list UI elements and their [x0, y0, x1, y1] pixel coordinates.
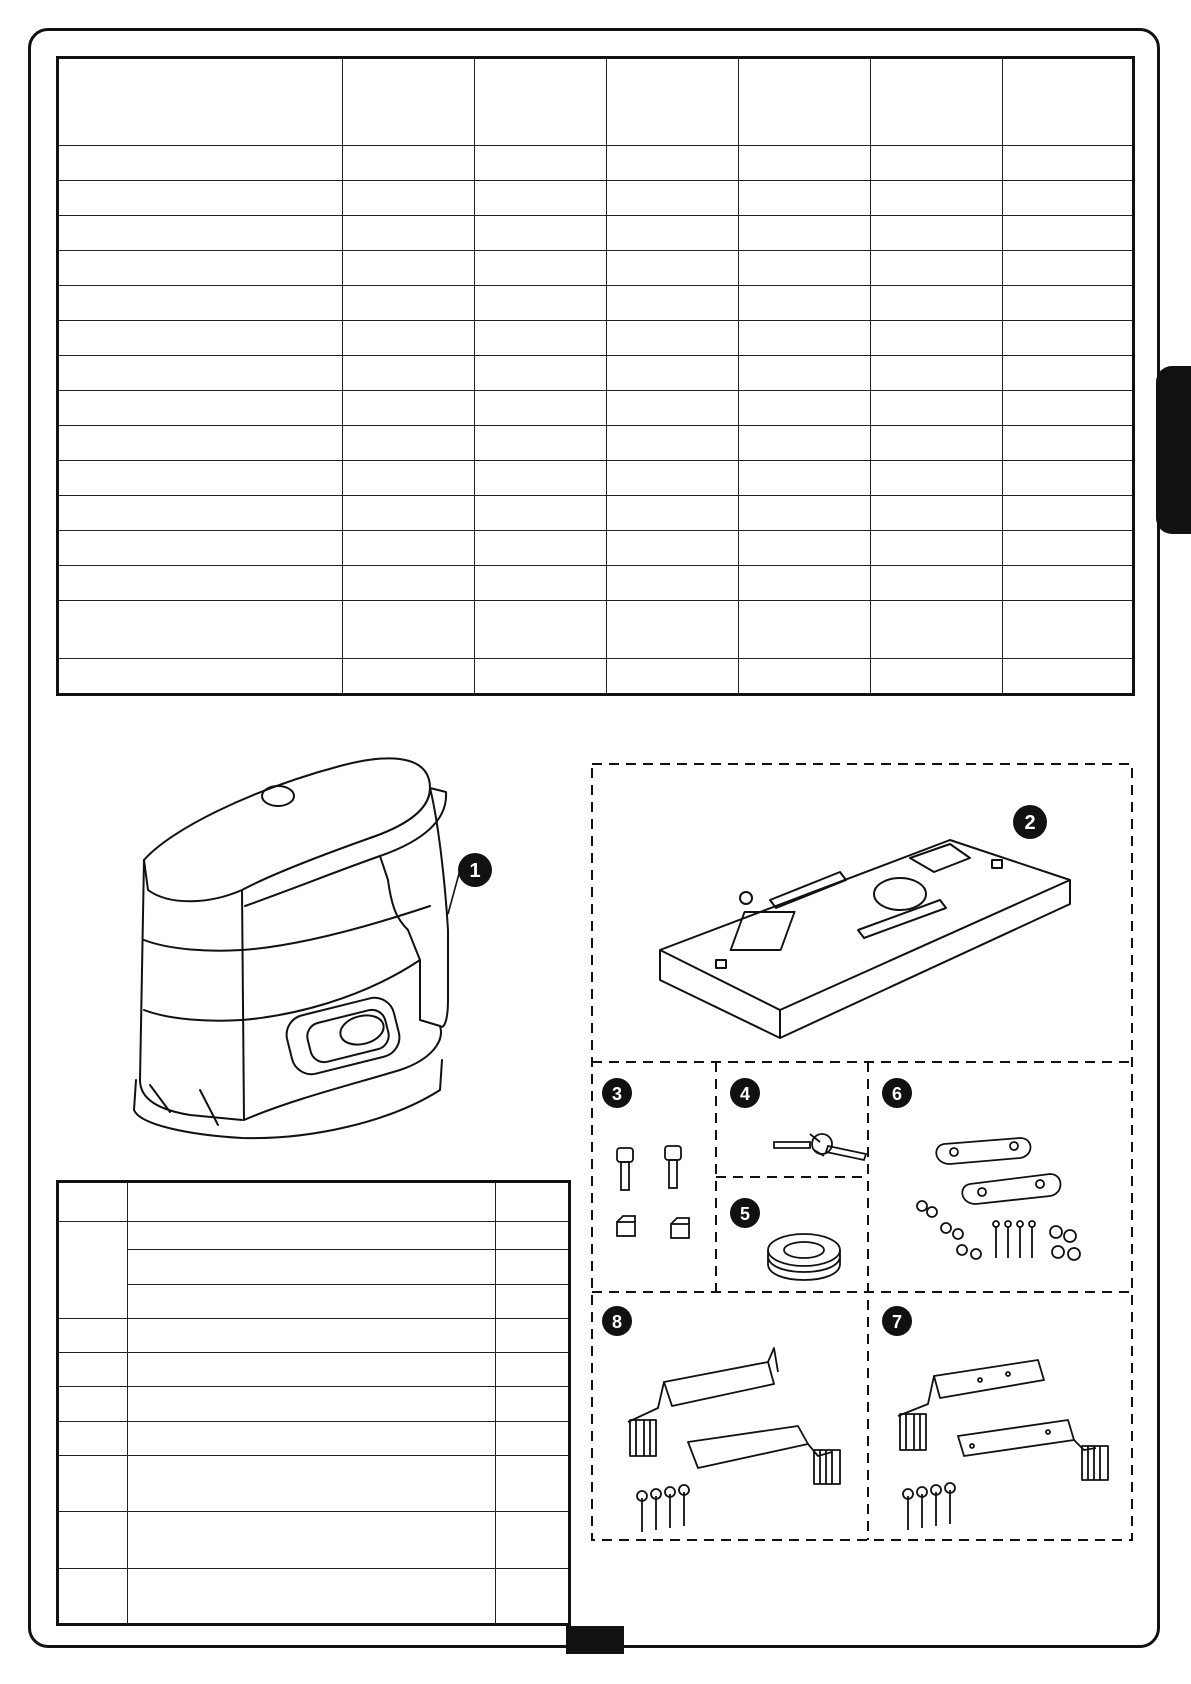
table-row: [58, 1387, 570, 1421]
table-row: [58, 566, 1134, 601]
callout-3: [600, 1076, 634, 1110]
table-row: [58, 146, 1134, 181]
svg-text:6: 6: [891, 1084, 903, 1104]
header-cell: [343, 58, 475, 146]
table-row: [58, 1568, 570, 1624]
release-keys-illustration: [770, 1120, 870, 1170]
header-cell: [58, 58, 343, 146]
table-row: [58, 251, 1134, 286]
callout-5: [728, 1196, 762, 1230]
cable-grommet-illustration: [760, 1228, 850, 1288]
table-row: [58, 659, 1134, 695]
rack-brackets-illustration-a: [618, 1346, 858, 1536]
header-cell: [607, 58, 739, 146]
table-header-row: [58, 1182, 570, 1222]
spacers-and-bolts-illustration: [910, 1134, 1110, 1274]
page-number-box: [566, 1626, 624, 1654]
table-row: [58, 601, 1134, 659]
table-row: [58, 391, 1134, 426]
table-row: [58, 1318, 570, 1352]
callout-7: [880, 1304, 914, 1338]
callout-8: [600, 1304, 634, 1338]
header-cell: [475, 58, 607, 146]
table-row: [58, 1284, 570, 1318]
table-row: [58, 1455, 570, 1511]
table-row: [58, 461, 1134, 496]
table-row: [58, 426, 1134, 461]
svg-text:4: 4: [739, 1084, 751, 1104]
table-row: [58, 321, 1134, 356]
callout-4: [728, 1076, 762, 1110]
svg-text:3: 3: [611, 1084, 623, 1104]
table-row: [58, 1250, 570, 1284]
header-cell: [871, 58, 1003, 146]
svg-text:2: 2: [1024, 812, 1036, 834]
screws-and-clips-illustration: [605, 1140, 715, 1250]
table-row: [58, 531, 1134, 566]
svg-text:5: 5: [739, 1204, 751, 1224]
header-cell: [739, 58, 871, 146]
table-row: [58, 1512, 570, 1568]
specification-table: [56, 56, 1135, 696]
section-tab-marker: [1156, 366, 1191, 534]
parts-list-table: [56, 1180, 571, 1626]
rack-brackets-illustration-b: [888, 1346, 1128, 1536]
callout-1-leader: [440, 868, 470, 918]
table-row: [58, 1421, 570, 1455]
svg-text:1: 1: [469, 860, 481, 882]
svg-text:8: 8: [611, 1312, 623, 1332]
table-row: [58, 216, 1134, 251]
motor-unit-illustration: [130, 730, 550, 1150]
header-cell: [1003, 58, 1134, 146]
callout-6: [880, 1076, 914, 1110]
table-row: [58, 496, 1134, 531]
base-plate-illustration: [650, 820, 1090, 1040]
table-row: [58, 181, 1134, 216]
table-row: [58, 1222, 570, 1250]
table-row: [58, 286, 1134, 321]
table-row: [58, 1353, 570, 1387]
table-row: [58, 356, 1134, 391]
svg-text:7: 7: [891, 1312, 903, 1332]
table-header-row: [58, 58, 1134, 146]
callout-2: [1010, 802, 1050, 842]
